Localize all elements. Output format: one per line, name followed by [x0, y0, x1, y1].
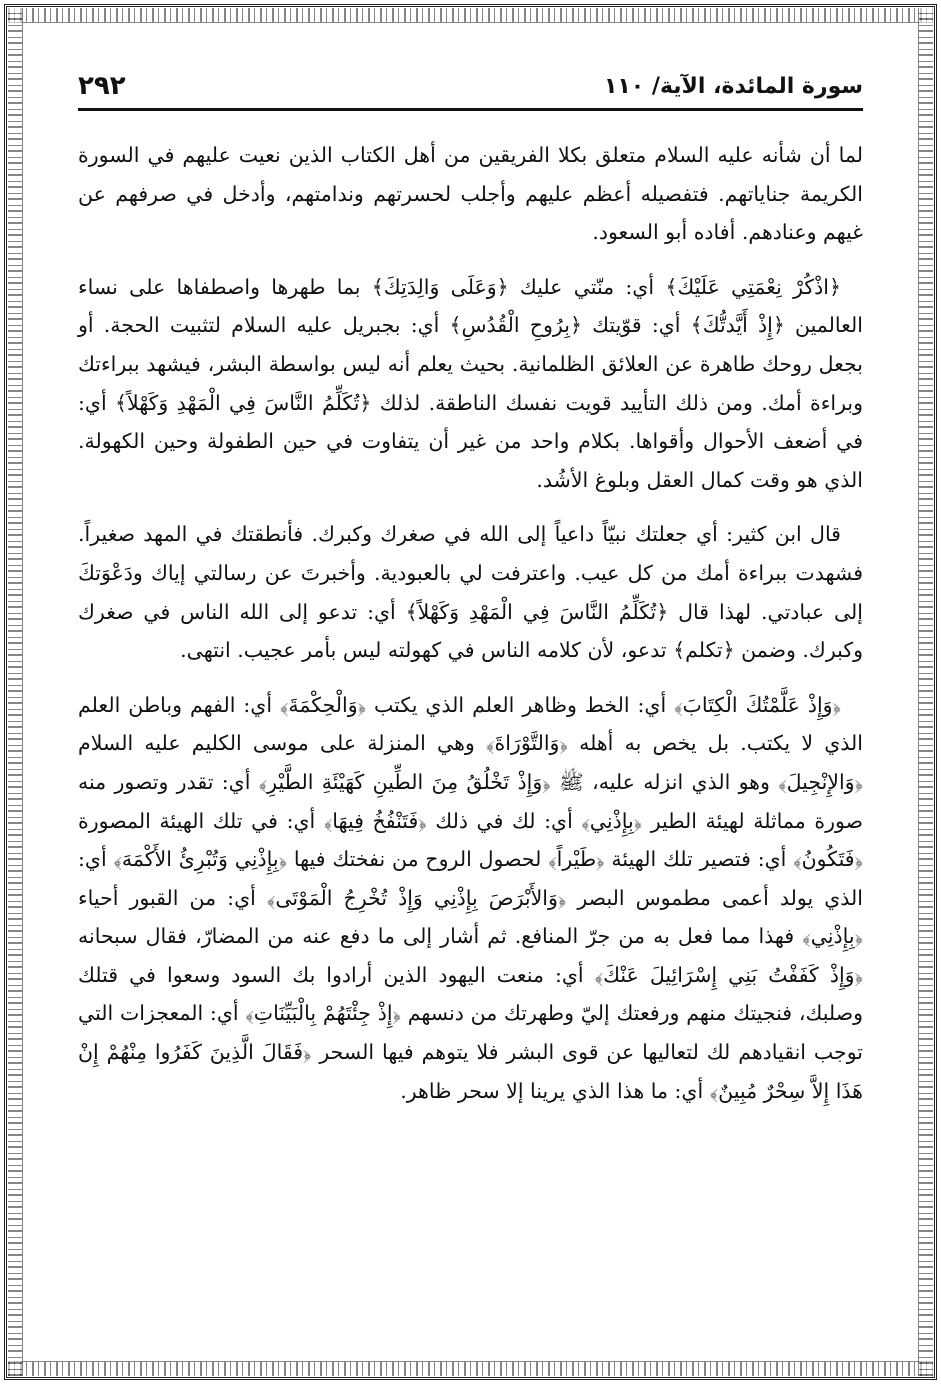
- paragraph: لما أن شأنه عليه السلام متعلق بكلا الفريقين من أهل الكتاب الذين نعيت عليهم في السورة الكريمة جناياتهم. فتفصيله أعظم عليهم وأجلب لحسرتهم وندامتهم، وأدخل في صرفهم عن غيهم وعنادهم. أفاده أبو السعود.: [78, 143, 863, 245]
- page-body: [78, 136, 863, 1126]
- ornamental-border-bottom: [8, 1361, 933, 1376]
- paragraph: ﴿وَإِذْ عَلَّمْتُكَ الْكِتَابَ﴾ أي: الخط وظاهر العلم الذي يكتب ﴿وَالْحِكْمَةَ﴾ أي: الفهم وباطن العلم الذي لا يكتب. بل يخص به أهله ﴿وَالتَّوْرَاةَ﴾ وهي المنزلة على موسى الكليم عليه السلام ﴿وَالإِنْجِيلَ﴾ وهو الذي انزله عليه، ﷺ ﴿وَإِذْ تَخْلُقُ مِنَ الطِّينِ كَهَيْئَةِ الطَّيْرِ﴾ أي: تقدر وتصور منه صورة مماثلة لهيئة الطير ﴿بِإِذْنِي﴾ أي: لك في ذلك ﴿فَتَنْفُخُ فِيهَا﴾ أي: في تلك الهيئة المصورة ﴿فَتَكُونُ﴾ أي: فتصير تلك الهيئة ﴿طَيْراً﴾ لحصول الروح من نفختك فيها ﴿بِإِذْنِي وَتُبْرِئُ الأَكْمَهَ﴾ أي: الذي يولد أعمى مطموس البصر ﴿وَالأَبْرَصَ بِإِذْنِي وَإِذْ تُخْرِجُ الْمَوْتَى﴾ أي: من القبور أحياء ﴿بِإِذْنِي﴾ فهذا مما فعل به من جرّ المنافع. ثم أشار إلى ما دفع عنه من المضارّ، فقال سبحانه ﴿وَإِذْ كَفَفْتُ بَنِي إِسْرَائِيلَ عَنْكَ﴾ أي: منعت اليهود الذين أرادوا بك السود وسعوا في قتلك وصلبك، فنجيتك منهم ورفعتك إليّ وطهرتك من دنسهم ﴿إِذْ جِئْتَهُمْ بِالْبَيِّنَاتِ﴾ أي: المعجزات التي توجب انقيادهم لك لتعاليها عن قوى البشر فلا يتوهم فيها السحر ﴿فَقَالَ الَّذِينَ كَفَرُوا مِنْهُمْ إِنْ هَذَا إِلاَّ سِحْرٌ مُبِينٌ﴾ أي: ما هذا الذي يرينا إلا سحر ظاهر.: [78, 692, 863, 1103]
- ornamental-border-top: [8, 8, 933, 23]
- page-number: ٢٩٢: [78, 71, 126, 101]
- paragraph: ﴿اذْكُرْ نِعْمَتِي عَلَيْكَ﴾ أي: منّتي عليك ﴿وَعَلَى وَالِدَتِكَ﴾ بما طهرها واصطفاها على نساء العالمين ﴿إِذْ أَيَّدتُّكَ﴾ أي: قوّيتك ﴿بِرُوحِ الْقُدُسِ﴾ أي: بجبريل عليه السلام لتثبيت الحجة. أو بجعل روحك طاهرة عن العلائق الظلمانية. بحيث يعلم أنه ليس بواسطة البشر، فيشهد ببراءتك وبراءة أمك. ومن ذلك التأييد قويت نفسك الناطقة. لذلك ﴿تُكَلِّمُ النَّاسَ فِي الْمَهْدِ وَكَهْلاً﴾ أي: في أضعف الأحوال وأقواها. بكلام واحد من غير أن يتفاوت في حين الطفولة وحين الكهولة. الذي هو وقت كمال العقل وبلوغ الأشُد.: [78, 274, 863, 492]
- header-rule: [78, 108, 863, 111]
- page-header: [78, 68, 863, 104]
- ornamental-border-left: [8, 8, 23, 1376]
- running-head: سورة المائدة، الآية/ ١١٠: [603, 73, 863, 99]
- ornamental-border-right: [918, 8, 933, 1376]
- paragraph: قال ابن كثير: أي جعلتك نبيّاً داعياً إلى الله في صغرك وكبرك. فأنطقتك في المهد صغيراً. فشهدت ببراءة أمك من كل عيب. واعترفت لي بالعبودية. وأخبرتَ عن رسالتي إياك ودَعْوَتكَ إلى عبادتي. لهذا قال ﴿تُكَلِّمُ النَّاسَ فِي الْمَهْدِ وَكَهْلاً﴾ أي: تدعو إلى الله الناس في صغرك وكبرك. وضمن ﴿تكلم﴾ تدعو، لأن كلامه الناس في كهولته ليس بأمر عجيب. انتهى.: [78, 522, 863, 663]
